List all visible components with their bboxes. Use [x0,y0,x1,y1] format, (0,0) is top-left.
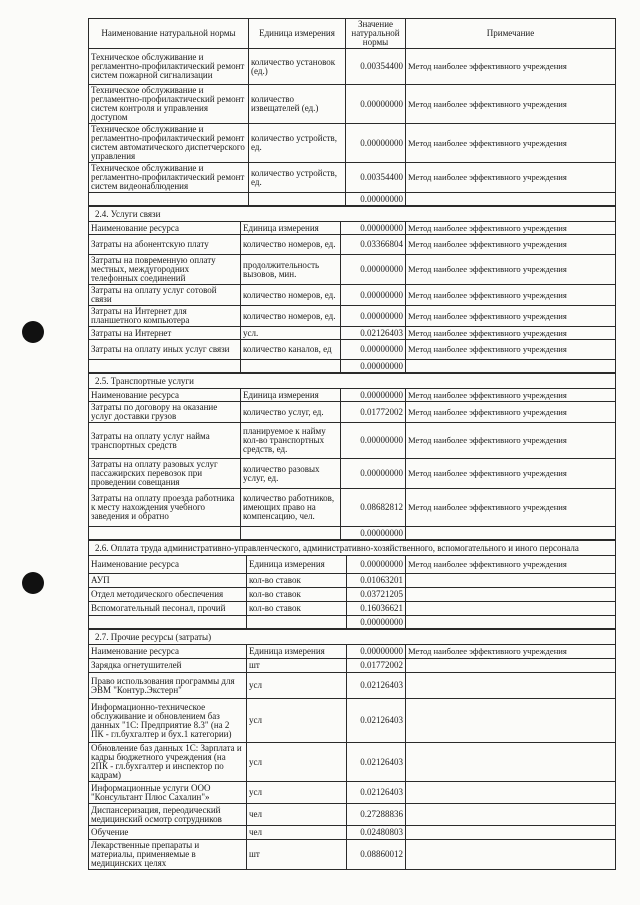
head-unit: Единица измерения [241,222,341,235]
row-value: 0.27288836 [347,804,406,826]
table-row [89,255,616,285]
table-row [89,602,616,616]
punch-hole-lower [22,572,44,594]
row-value: 0.02126403 [347,743,406,782]
maintenance-norms-table [88,18,616,206]
row-unit: количество устройств, ед. [249,163,346,193]
row-unit: чел [247,826,347,840]
row-note: Метод наиболее эффективного учреждения [406,306,616,327]
row-value: 0.00000000 [341,255,406,285]
head-note: Метод наиболее эффективного учреждения [406,222,616,235]
table-row [89,49,616,85]
section-title-other: 2.7. Прочие ресурсы (затраты) [88,629,616,644]
row-note: Метод наиболее эффективного учреждения [406,85,616,124]
row-unit: количество номеров, ед. [241,235,341,255]
total-value: 0.00000000 [341,527,406,540]
row-unit: шт [247,659,347,673]
row-value: 0.00000000 [341,340,406,360]
head-unit: Единица измерения [247,645,347,659]
table-row [89,659,616,673]
row-value: 0.00000000 [346,124,406,163]
table-row [89,163,616,193]
row-note: Метод наиболее эффективного учреждения [406,340,616,360]
row-name: Техническое обслуживание и регламентно-профилактический ремонт систем видеонаблюдения [89,163,249,193]
row-note: Метод наиболее эффективного учреждения [406,49,616,85]
row-unit: кол-во ставок [247,602,347,616]
row-name: Зарядка огнетушителей [89,659,247,673]
table-row [89,285,616,306]
row-unit: чел [247,804,347,826]
row-name: Обновление баз данных 1С: Зарплата и кадры бюджетного учреждения (на 2ПК - гл.бухгалтер и инспектор по кадрам) [89,743,247,782]
row-unit: количество установок (ед.) [249,49,346,85]
row-unit: усл. [241,327,341,340]
row-value: 0.08682812 [341,489,406,527]
punch-hole-upper [22,321,44,343]
head-name: Наименование ресурса [89,556,247,574]
row-note: Метод наиболее эффективного учреждения [406,285,616,306]
row-value: 0.03366804 [341,235,406,255]
row-note [406,673,616,699]
table-row [89,826,616,840]
total-row [89,193,616,206]
row-value: 0.08860012 [347,840,406,870]
row-note: Метод наиболее эффективного учреждения [406,327,616,340]
table-row [89,327,616,340]
row-name: Затраты на Интернет [89,327,241,340]
row-note [406,826,616,840]
total-value: 0.00000000 [346,193,406,206]
table-row [89,840,616,870]
section-title-communication: 2.4. Услуги связи [88,206,616,221]
row-note [406,602,616,616]
row-name: Техническое обслуживание и регламентно-профилактический ремонт систем пожарной сигнализации [89,49,249,85]
row-unit: продолжительность вызовов, мин. [241,255,341,285]
table-row [89,340,616,360]
head-value: 0.00000000 [347,556,406,574]
head-unit: Единица измерения [247,556,347,574]
head-unit: Единица измерения [241,389,341,402]
table-row [89,402,616,423]
header-note: Примечание [406,19,616,49]
table-row [89,85,616,124]
row-value: 0.02480803 [347,826,406,840]
row-value: 0.00000000 [341,306,406,327]
row-name: Затраты на Интернет для планшетного компьютера [89,306,241,327]
table-row [89,235,616,255]
row-name: АУП [89,574,247,588]
head-name: Наименование ресурса [89,222,241,235]
row-name: Обучение [89,826,247,840]
row-name: Затраты на оплату услуг сотовой связи [89,285,241,306]
document-page [88,18,616,870]
table-row [89,489,616,527]
row-unit: количество извещателей (ед.) [249,85,346,124]
row-name: Информационно-техническое обслуживание и обновлением баз данных "1С: Предприятие 8.3" (на 2 ПК - гл.бухгалтер и бух.1 категории) [89,699,247,743]
row-name: Затраты на оплату разовых услуг пассажирских перевозок при проведении совещания [89,459,241,489]
head-value: 0.00000000 [341,389,406,402]
row-note: Метод наиболее эффективного учреждения [406,423,616,459]
header-value: Значение натуральной нормы [346,19,406,49]
row-value: 0.02126403 [347,673,406,699]
row-unit: количество разовых услуг, ед. [241,459,341,489]
row-name: Отдел методического обеспечения [89,588,247,602]
table-header-row [89,389,616,402]
table-row [89,423,616,459]
communication-table [88,221,616,373]
salary-table [88,555,616,629]
row-value: 0.01772002 [347,659,406,673]
row-name: Лекарственные препараты и материалы, применяемые в медицинских целях [89,840,247,870]
row-note [406,743,616,782]
table-header-row [89,222,616,235]
row-value: 0.01772002 [341,402,406,423]
row-note [406,574,616,588]
row-note [406,659,616,673]
table-row [89,306,616,327]
row-unit: усл [247,699,347,743]
row-value: 0.02126403 [341,327,406,340]
head-note: Метод наиболее эффективного учреждения [406,389,616,402]
row-note: Метод наиболее эффективного учреждения [406,235,616,255]
row-name: Затраты на повременную оплату местных, междугородних телефонных соединений [89,255,241,285]
row-name: Техническое обслуживание и регламентно-профилактический ремонт систем автоматического диспетчерского управления [89,124,249,163]
header-unit: Единица измерения [249,19,346,49]
row-note [406,699,616,743]
total-value: 0.00000000 [341,360,406,373]
table-header-row [89,19,616,49]
row-name: Техническое обслуживание и регламентно-профилактический ремонт систем контроля и управления доступом [89,85,249,124]
header-name: Наименование натуральной нормы [89,19,249,49]
row-unit: усл [247,782,347,804]
row-unit: планируемое к найму кол-во транспортных средств, ед. [241,423,341,459]
row-name: Вспомогательный песонал, прочий [89,602,247,616]
transport-table [88,388,616,540]
head-value: 0.00000000 [341,222,406,235]
row-unit: кол-во ставок [247,588,347,602]
other-resources-table [88,644,616,870]
row-unit: усл [247,673,347,699]
row-note: Метод наиболее эффективного учреждения [406,489,616,527]
row-note [406,804,616,826]
row-name: Затраты на оплату проезда работника к месту нахождения учебного заведения и обратно [89,489,241,527]
head-value: 0.00000000 [347,645,406,659]
row-unit: количество каналов, ед [241,340,341,360]
table-row [89,673,616,699]
row-note: Метод наиболее эффективного учреждения [406,163,616,193]
table-header-row [89,556,616,574]
row-unit: усл [247,743,347,782]
head-name: Наименование ресурса [89,389,241,402]
section-title-salary: 2.6. Оплата труда административно-управленческого, административно-хозяйственного, вспомогательного и иного персонала [88,540,616,555]
table-row [89,804,616,826]
row-unit: кол-во ставок [247,574,347,588]
row-unit: количество номеров, ед. [241,285,341,306]
table-row [89,574,616,588]
total-row [89,527,616,540]
section-title-transport: 2.5. Транспортные услуги [88,373,616,388]
row-unit: шт [247,840,347,870]
row-unit: количество номеров, ед. [241,306,341,327]
row-value: 0.00000000 [346,85,406,124]
row-value: 0.00000000 [341,285,406,306]
row-name: Затраты на оплату услуг найма транспортных средств [89,423,241,459]
row-value: 0.03721205 [347,588,406,602]
total-row [89,360,616,373]
row-unit: количество работников, имеющих право на компенсацию, чел. [241,489,341,527]
head-name: Наименование ресурса [89,645,247,659]
row-value: 0.00000000 [341,459,406,489]
row-unit: количество услуг, ед. [241,402,341,423]
table-row [89,782,616,804]
row-name: Диспансеризация, переодический медицинский осмотр сотрудников [89,804,247,826]
table-header-row [89,645,616,659]
row-note: Метод наиболее эффективного учреждения [406,255,616,285]
row-value: 0.00354400 [346,49,406,85]
total-value: 0.00000000 [347,616,406,629]
row-name: Затраты по договору на оказание услуг доставки грузов [89,402,241,423]
table-row [89,699,616,743]
head-note: Метод наиболее эффективного учреждения [406,645,616,659]
row-value: 0.00000000 [341,423,406,459]
row-name: Информационные услуги ООО "Консультант Плюс Сахалин"» [89,782,247,804]
table-row [89,588,616,602]
table-row [89,743,616,782]
row-note: Метод наиболее эффективного учреждения [406,124,616,163]
row-value: 0.16036621 [347,602,406,616]
row-note: Метод наиболее эффективного учреждения [406,402,616,423]
row-name: Затраты на абонентскую плату [89,235,241,255]
row-name: Затраты на оплату иных услуг связи [89,340,241,360]
row-note [406,840,616,870]
row-value: 0.01063201 [347,574,406,588]
table-row [89,124,616,163]
row-note [406,588,616,602]
row-name: Право использования программы для ЭВМ "Контур.Экстерн" [89,673,247,699]
total-row [89,616,616,629]
row-value: 0.00354400 [346,163,406,193]
table-row [89,459,616,489]
head-note: Метод наиболее эффективного учреждения [406,556,616,574]
row-value: 0.02126403 [347,782,406,804]
row-value: 0.02126403 [347,699,406,743]
row-note [406,782,616,804]
row-unit: количество устройств, ед. [249,124,346,163]
row-note: Метод наиболее эффективного учреждения [406,459,616,489]
